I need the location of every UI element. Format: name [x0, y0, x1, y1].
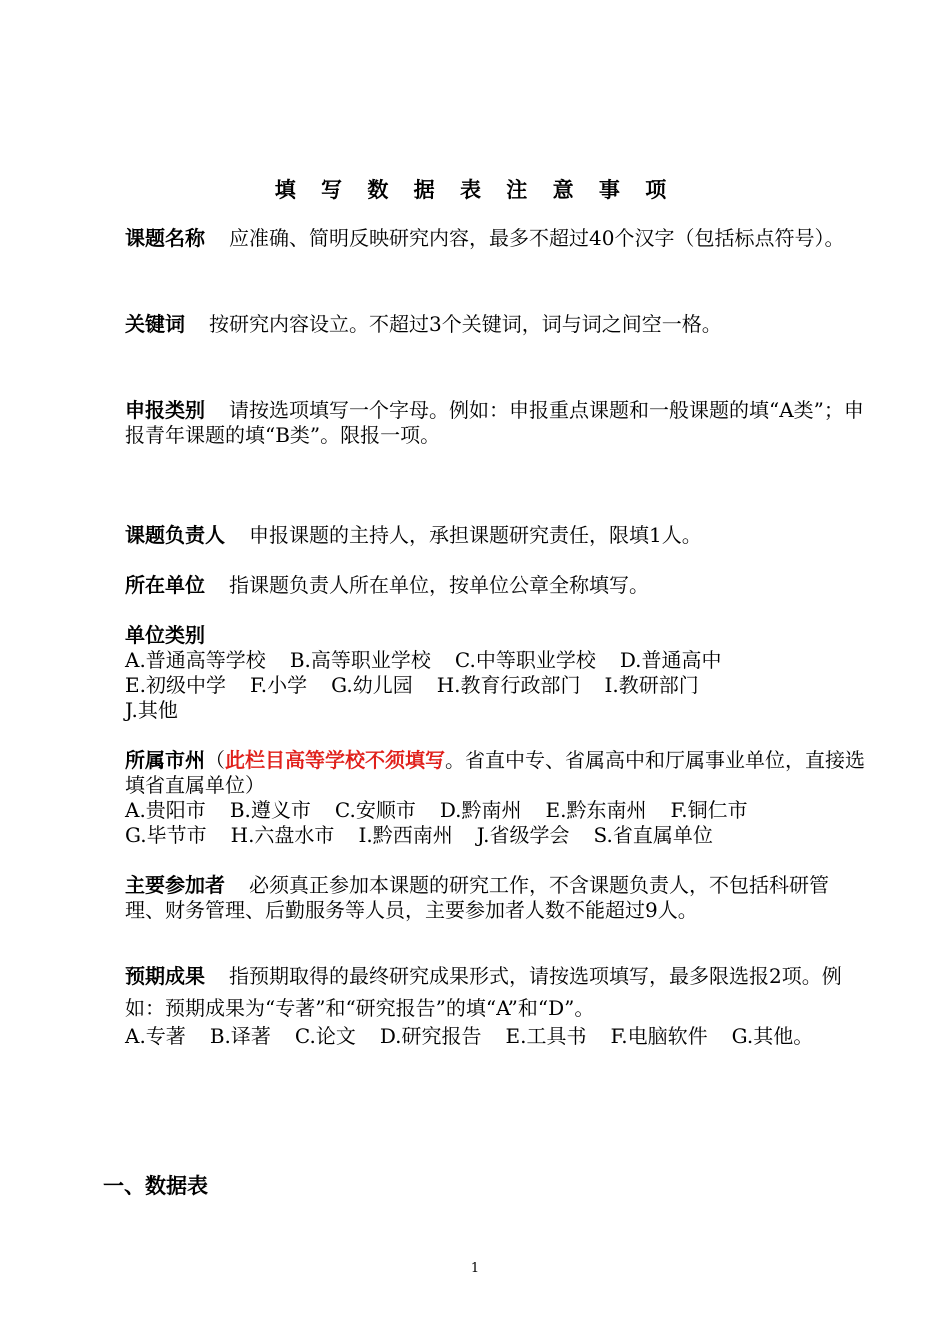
city-option: A.贵阳市 [125, 798, 206, 822]
section-participants [125, 873, 865, 923]
page-title: 填 写 数 据 表 注 意 事 项 [274, 178, 676, 202]
unit-type-options-line2 [125, 673, 865, 698]
unit-type-option: F.小学 [249, 673, 308, 697]
unit-type-option: D.普通高中 [619, 648, 722, 672]
unit-label: 所在单位 [125, 573, 205, 597]
keywords-label: 关键词 [125, 312, 185, 336]
outcomes-option: G.其他。 [731, 1024, 814, 1048]
outcomes-option: C.论文 [294, 1024, 356, 1048]
unit-type-option: B.高等职业学校 [289, 648, 431, 672]
section-unit-type [125, 623, 865, 723]
outcomes-label: 预期成果 [125, 964, 205, 988]
outcomes-option: B.译著 [209, 1024, 271, 1048]
unit-type-option: G.幼儿园 [331, 673, 413, 697]
page-number: 1 [470, 1261, 480, 1276]
outcomes-text: 指预期取得的最终研究成果形式，请按选项填写，最多限选报2项。例如：预期成果为“专著”和“研究报告”的填“A”和“D”。 [125, 964, 842, 1020]
unit-type-option: H.教育行政部门 [436, 673, 581, 697]
city-options-line1 [125, 798, 865, 823]
outcomes-option: D.研究报告 [379, 1024, 482, 1048]
topic-name-label: 课题名称 [125, 226, 205, 250]
leader-text: 申报课题的主持人，承担课题研究责任，限填1人。 [249, 523, 702, 547]
unit-type-option: I.教研部门 [604, 673, 699, 697]
unit-type-options-line3 [125, 698, 865, 723]
section-outcomes [125, 960, 865, 1049]
section-city [125, 748, 865, 848]
unit-type-option: E.初级中学 [125, 673, 226, 697]
city-option: G.毕节市 [125, 823, 207, 847]
unit-text: 指课题负责人所在单位，按单位公章全称填写。 [229, 573, 649, 597]
city-heading [125, 748, 865, 798]
outcomes-options [125, 1024, 865, 1049]
section-unit [125, 573, 865, 598]
category-label: 申报类别 [125, 398, 205, 422]
outcomes-option: E.工具书 [505, 1024, 587, 1048]
city-option: C.安顺市 [334, 798, 416, 822]
city-option: F.铜仁市 [670, 798, 748, 822]
outcomes-option: A.专著 [125, 1024, 186, 1048]
leader-label: 课题负责人 [125, 523, 225, 547]
city-option: S.省直属单位 [593, 823, 713, 847]
outcomes-option: F.电脑软件 [610, 1024, 708, 1048]
city-options-line2 [125, 823, 865, 848]
unit-type-option: J.其他 [125, 698, 178, 722]
unit-type-options-line1 [125, 648, 865, 673]
city-label: 所属市州 [125, 748, 205, 772]
data-table-heading: 一、数据表 [103, 1174, 208, 1198]
participants-label: 主要参加者 [125, 873, 225, 897]
topic-name-text: 应准确、简明反映研究内容，最多不超过40个汉字（包括标点符号）。 [229, 226, 845, 250]
city-option: I.黔西南州 [358, 823, 453, 847]
city-option: J.省级学会 [476, 823, 570, 847]
unit-type-option: C.中等职业学校 [454, 648, 596, 672]
category-text: 请按选项填写一个字母。例如：申报重点课题和一般课题的填“A类”；申报青年课题的填“B类”。限报一项。 [125, 398, 864, 447]
section-keywords [125, 312, 865, 337]
city-option: H.六盘水市 [230, 823, 335, 847]
city-red-note: 此栏目高等学校不须填写 [225, 748, 445, 772]
outcomes-description [125, 960, 865, 1024]
city-paren-open: （ [205, 748, 225, 772]
city-option: B.遵义市 [229, 798, 311, 822]
section-topic-name [125, 226, 865, 251]
unit-type-label: 单位类别 [125, 623, 205, 647]
city-option: D.黔南州 [439, 798, 522, 822]
unit-type-option: A.普通高等学校 [125, 648, 266, 672]
participants-text: 必须真正参加本课题的研究工作，不含课题负责人，不包括科研管理、财务管理、后勤服务等人员，主要参加者人数不能超过9人。 [125, 873, 829, 922]
section-category [125, 398, 865, 448]
city-option: E.黔东南州 [545, 798, 647, 822]
keywords-text: 按研究内容设立。不超过3个关键词，词与词之间空一格。 [209, 312, 722, 336]
city-note-rest: 。省直中专、省属高中和厅属事业单位，直接选填省直属单位） [125, 748, 865, 797]
section-leader [125, 523, 865, 548]
